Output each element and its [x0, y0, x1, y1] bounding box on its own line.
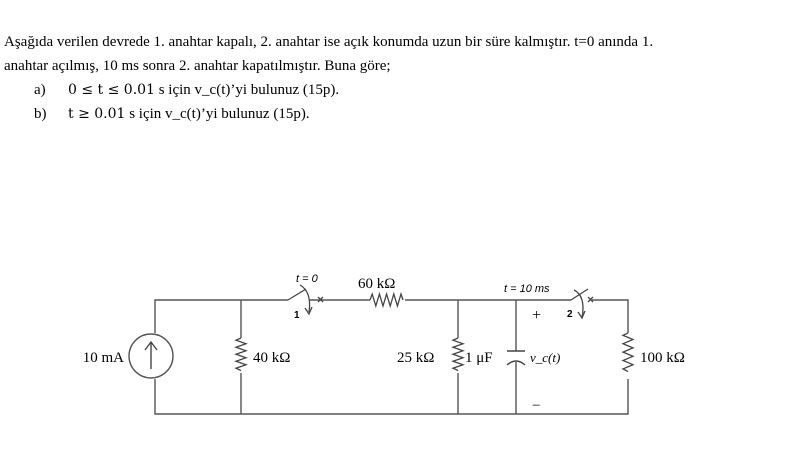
- switch-2: [571, 289, 593, 318]
- vc-minus-sign: −: [532, 398, 541, 414]
- resistor-25k: [453, 338, 463, 371]
- question-b-text: s için v_c(t)’yi bulunuz (15p).: [125, 106, 310, 122]
- problem-line-1: Aşağıda verilen devrede 1. anahtar kapalı, 2. anahtar ise açık konumda uzun bir süre kalmıştır. t=0 anında 1.: [4, 34, 654, 50]
- question-a-text: s için v_c(t)’yi bulunuz (15p).: [154, 82, 340, 98]
- r4-label: 100 kΩ: [640, 350, 685, 366]
- r1-label: 40 kΩ: [253, 350, 291, 366]
- wire-top-left: [155, 300, 288, 333]
- switch1-time-label: t = 0: [296, 273, 318, 285]
- wire-s2-r4: [592, 300, 628, 333]
- resistor-60k: [370, 294, 403, 306]
- problem-line-2: anahtar açılmış, 10 ms sonra 2. anahtar kapatılmıştır. Buna göre;: [4, 58, 391, 74]
- wire-bottom: [155, 379, 628, 414]
- vc-plus-sign: +: [532, 307, 542, 324]
- resistor-40k: [236, 338, 246, 371]
- capacitor-label: 1 μF: [465, 350, 493, 366]
- switch2-time-label: t = 10 ms: [504, 283, 550, 295]
- source-label: 10 mA: [82, 350, 124, 366]
- r2-label: 60 kΩ: [358, 276, 396, 292]
- question-a-math: 0 ≤ t ≤ 0.01: [68, 82, 155, 98]
- r3-label: 25 kΩ: [397, 350, 435, 366]
- question-a-label: a): [34, 82, 46, 98]
- switch2-number: 2: [567, 309, 573, 320]
- question-b-label: b): [34, 106, 47, 122]
- resistor-100k: [623, 333, 633, 372]
- switch1-number: 1: [294, 310, 300, 321]
- question-b-math: t ≥ 0.01: [68, 106, 126, 122]
- vc-label: v_c(t): [530, 350, 561, 365]
